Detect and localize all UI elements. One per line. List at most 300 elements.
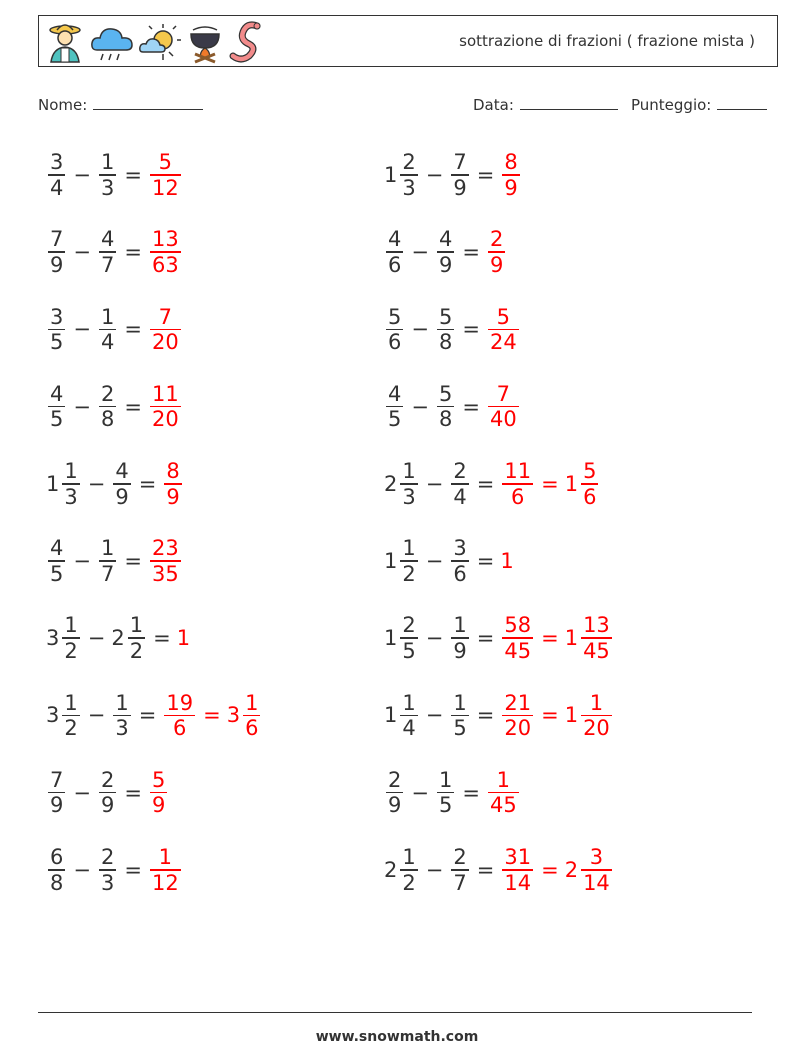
problem-item — [384, 684, 614, 746]
minus-sign: − — [411, 780, 429, 805]
answer-result-fraction — [502, 613, 533, 663]
subtrahend-denominator: 9 — [438, 252, 453, 277]
minuend-numerator: 2 — [402, 150, 416, 175]
answer-result-denominator: 9 — [489, 252, 504, 277]
equals-sign: = — [462, 394, 480, 419]
answer — [486, 305, 521, 355]
answer-result — [500, 459, 535, 509]
minuend-numerator: 6 — [50, 845, 64, 870]
minuend-denominator: 9 — [388, 793, 402, 818]
answer-result-denominator: 6 — [511, 484, 525, 509]
minuend-fraction — [400, 613, 417, 663]
equals-sign: = — [476, 549, 495, 573]
answer-result-fraction — [488, 382, 519, 432]
answer-result-denominator: 6 — [173, 716, 187, 741]
answer-result-numerator: 5 — [496, 304, 511, 329]
answer-mixed-fraction — [581, 845, 612, 895]
header-icons — [45, 20, 263, 64]
subtrahend — [435, 227, 456, 277]
answer-equals-sign: = — [541, 703, 559, 728]
answer-result-fraction — [502, 691, 533, 741]
answer-result-numerator: 8 — [166, 459, 180, 484]
answer — [500, 845, 613, 895]
problem-item — [384, 453, 600, 515]
answer — [148, 150, 183, 200]
minuend-denominator: 2 — [402, 870, 416, 895]
subtrahend — [449, 613, 470, 663]
subtrahend-fraction — [451, 845, 468, 895]
subtrahend-fraction — [128, 613, 145, 663]
minuend-denominator: 4 — [50, 175, 64, 200]
minuend — [384, 613, 420, 663]
subtrahend-denominator: 8 — [438, 407, 453, 432]
problem-item — [46, 530, 183, 592]
equals-sign: = — [476, 703, 495, 728]
minuend-denominator: 8 — [50, 870, 64, 895]
subtrahend-fraction — [437, 768, 454, 818]
answer-result-denominator: 63 — [151, 252, 179, 277]
minuend-denominator: 3 — [402, 175, 416, 200]
minuend-fraction — [400, 691, 417, 741]
answer-result-numerator: 7 — [158, 304, 173, 329]
answer-result-fraction — [488, 768, 519, 818]
subtrahend-numerator: 1 — [115, 690, 129, 715]
answer-mixed-denominator: 14 — [583, 870, 610, 895]
score-blank[interactable] — [717, 93, 767, 110]
answer-result-numerator: 5 — [158, 150, 173, 175]
minus-sign: − — [425, 626, 444, 651]
minuend — [46, 305, 67, 355]
subtrahend-denominator: 3 — [100, 175, 115, 200]
answer-equals-sign: = — [541, 857, 559, 882]
minuend-numerator: 1 — [64, 690, 78, 715]
answer-result — [500, 845, 535, 895]
subtrahend-numerator: 2 — [100, 845, 115, 870]
minuend-numerator: 2 — [402, 613, 416, 638]
minuend — [384, 845, 420, 895]
problem-item — [384, 221, 507, 283]
subtrahend-denominator: 3 — [100, 870, 115, 895]
subtrahend — [97, 150, 118, 200]
minuend-whole: 1 — [384, 549, 398, 573]
answer-result-fraction — [150, 305, 181, 355]
subtrahend-fraction — [437, 305, 454, 355]
answer-mixed-whole: 3 — [226, 703, 241, 728]
minuend — [46, 227, 67, 277]
equals-sign: = — [476, 626, 495, 651]
minuend-denominator: 5 — [402, 638, 416, 663]
problem-item — [46, 144, 183, 206]
answer-result — [148, 768, 169, 818]
answer-result-denominator: 20 — [504, 716, 532, 741]
problem-item — [384, 376, 521, 438]
minuend-whole: 1 — [384, 163, 398, 187]
minuend-fraction — [48, 845, 65, 895]
subtrahend-numerator: 4 — [438, 227, 453, 252]
minuend — [46, 536, 67, 586]
subtrahend-fraction — [451, 536, 468, 586]
equals-sign: = — [138, 471, 157, 496]
answer-result — [148, 227, 183, 277]
minuend-numerator: 4 — [388, 227, 402, 252]
minuend-fraction — [62, 459, 79, 509]
answer-result — [148, 536, 183, 586]
subtrahend — [97, 845, 118, 895]
minus-sign: − — [73, 317, 91, 342]
answer — [486, 768, 521, 818]
minuend — [384, 382, 405, 432]
answer-result-numerator: 5 — [151, 767, 166, 792]
answer-result-fraction — [150, 536, 181, 586]
minuend-denominator: 5 — [50, 407, 64, 432]
answer-result — [500, 613, 535, 663]
answer-result-fraction — [150, 150, 181, 200]
answer — [500, 459, 600, 509]
answer-result — [148, 305, 183, 355]
minus-sign: − — [425, 703, 444, 728]
answer-result — [486, 305, 521, 355]
answer-result-fraction — [164, 459, 181, 509]
subtrahend-numerator: 2 — [453, 845, 467, 870]
equals-sign: = — [124, 857, 142, 882]
answer-result-numerator: 11 — [504, 459, 532, 484]
subtrahend-fraction — [451, 459, 468, 509]
minuend-whole: 1 — [46, 471, 60, 496]
minus-sign: − — [73, 240, 91, 265]
equals-sign: = — [476, 471, 495, 496]
minuend-fraction — [400, 150, 417, 200]
equals-sign: = — [124, 394, 142, 419]
answer-result — [148, 150, 183, 200]
subtrahend-fraction — [99, 227, 116, 277]
problem-item — [384, 607, 614, 669]
answer-result-fraction — [502, 150, 519, 200]
answer-mixed-fraction — [581, 691, 612, 741]
answer-result — [162, 459, 183, 509]
subtrahend-numerator: 2 — [453, 459, 467, 484]
worksheet-title: sottrazione di frazioni ( frazione mista ) — [459, 32, 755, 50]
footer-url: www.snowmath.com — [315, 1029, 479, 1045]
subtrahend-numerator: 1 — [129, 613, 144, 638]
subtrahend — [97, 536, 118, 586]
date-label: Data: — [473, 96, 514, 114]
answer — [162, 459, 183, 509]
minus-sign: − — [411, 317, 429, 342]
answer-result — [500, 150, 521, 200]
subtrahend — [97, 382, 118, 432]
minuend-numerator: 5 — [388, 304, 402, 329]
subtrahend-fraction — [437, 382, 454, 432]
answer-result-whole: 1 — [500, 549, 514, 573]
problem-item — [46, 221, 183, 283]
header-box — [38, 15, 778, 67]
minuend — [384, 227, 405, 277]
answer-result-numerator: 21 — [504, 690, 532, 715]
name-blank[interactable] — [93, 93, 203, 110]
answer-result-whole: 1 — [176, 626, 191, 651]
answer-result — [500, 549, 514, 573]
answer — [177, 626, 191, 650]
subtrahend — [449, 691, 470, 741]
answer-result-numerator: 13 — [151, 227, 179, 252]
answer-result — [162, 691, 197, 741]
subtrahend-numerator: 4 — [115, 459, 129, 484]
problem-item — [46, 298, 183, 360]
score-field — [631, 93, 767, 114]
answer-equals-sign: = — [541, 626, 559, 651]
answer-result-fraction — [502, 845, 533, 895]
problem-item — [384, 762, 521, 824]
minuend-numerator: 2 — [388, 767, 402, 792]
answer-mixed-denominator: 20 — [583, 716, 610, 741]
subtrahend-numerator: 1 — [453, 613, 467, 638]
minuend — [384, 536, 420, 586]
subtrahend — [111, 613, 147, 663]
equals-sign: = — [124, 317, 142, 342]
answer-mixed-denominator: 6 — [245, 716, 259, 741]
answer-result-denominator: 45 — [504, 638, 532, 663]
minus-sign: − — [425, 471, 444, 496]
minuend-denominator: 2 — [402, 561, 416, 586]
equals-sign: = — [124, 163, 142, 187]
problem-item — [46, 839, 183, 901]
minuend-fraction — [386, 768, 403, 818]
subtrahend-fraction — [451, 150, 468, 200]
answer-result-denominator: 35 — [151, 561, 179, 586]
subtrahend-numerator: 5 — [438, 381, 453, 406]
subtrahend-numerator: 2 — [100, 767, 115, 792]
answer-mixed-numerator: 13 — [583, 613, 610, 638]
minus-sign: − — [425, 549, 444, 573]
minuend-whole: 1 — [384, 703, 398, 728]
minus-sign: − — [425, 857, 444, 882]
answer-result-numerator: 1 — [158, 845, 173, 870]
minuend-whole: 2 — [384, 857, 398, 882]
rain-cloud-icon — [89, 20, 135, 64]
answer — [500, 613, 613, 663]
answer-result-fraction — [150, 227, 181, 277]
answer — [162, 691, 262, 741]
subtrahend-denominator: 5 — [438, 793, 453, 818]
minuend-whole: 3 — [46, 703, 60, 728]
subtrahend-fraction — [113, 459, 130, 509]
subtrahend — [435, 305, 456, 355]
subtrahend — [449, 536, 470, 586]
minuend-numerator: 1 — [402, 690, 416, 715]
minuend-fraction — [400, 459, 417, 509]
answer-result-numerator: 19 — [166, 690, 194, 715]
answer — [148, 768, 169, 818]
problem-item — [46, 762, 169, 824]
answer-mixed-whole: 1 — [564, 626, 579, 651]
minuend-fraction — [48, 536, 65, 586]
footer-divider — [38, 1012, 752, 1013]
answer-mixed-whole: 2 — [564, 857, 579, 882]
minuend-fraction — [48, 150, 65, 200]
minuend — [384, 305, 405, 355]
minuend — [46, 459, 82, 509]
minuend-fraction — [62, 691, 79, 741]
equals-sign: = — [138, 703, 157, 728]
name-label: Nome: — [38, 96, 88, 114]
subtrahend-denominator: 8 — [438, 330, 453, 355]
answer-result-denominator: 45 — [489, 793, 517, 818]
answer — [148, 536, 183, 586]
answer-mixed-fraction — [581, 459, 598, 509]
answer-result-fraction — [488, 305, 519, 355]
answer — [148, 382, 183, 432]
minuend-fraction — [400, 536, 417, 586]
campfire-pot-icon — [187, 20, 223, 64]
subtrahend — [97, 305, 118, 355]
problem-item — [384, 298, 521, 360]
minuend-denominator: 6 — [388, 330, 402, 355]
answer-result-denominator: 24 — [489, 330, 517, 355]
minus-sign: − — [73, 780, 91, 805]
subtrahend-numerator: 3 — [453, 536, 467, 561]
minuend-numerator: 3 — [50, 304, 64, 329]
answer — [486, 227, 507, 277]
minus-sign: − — [73, 857, 91, 882]
subtrahend-fraction — [99, 150, 116, 200]
subtrahend-denominator: 8 — [100, 407, 115, 432]
answer-mixed-fraction — [243, 691, 260, 741]
answer-result — [486, 382, 521, 432]
answer-mixed-fraction — [581, 613, 612, 663]
minuend — [46, 150, 67, 200]
date-field — [473, 93, 618, 114]
minuend-denominator: 3 — [64, 484, 78, 509]
minus-sign: − — [87, 626, 106, 651]
score-label: Punteggio: — [631, 96, 712, 114]
minuend — [384, 459, 420, 509]
minus-sign: − — [73, 163, 91, 187]
answer-result-denominator: 12 — [151, 870, 179, 895]
answer-mixed-denominator: 45 — [583, 638, 610, 663]
subtrahend-fraction — [99, 536, 116, 586]
answer-mixed-numerator: 5 — [583, 459, 597, 484]
problem-item — [46, 376, 183, 438]
minuend-numerator: 4 — [50, 381, 64, 406]
minuend-numerator: 1 — [402, 536, 416, 561]
answer-result-denominator: 12 — [151, 175, 179, 200]
subtrahend-numerator: 4 — [100, 227, 115, 252]
minuend-fraction — [62, 613, 79, 663]
worm-icon — [227, 20, 263, 64]
minuend — [46, 691, 82, 741]
minuend-fraction — [386, 227, 403, 277]
answer — [500, 549, 514, 573]
answer-mixed-whole: 1 — [564, 471, 579, 496]
answer-result — [500, 691, 535, 741]
minuend-fraction — [48, 305, 65, 355]
minuend — [384, 150, 420, 200]
minus-sign: − — [411, 240, 429, 265]
minuend-whole: 1 — [384, 626, 398, 651]
answer-mixed — [565, 459, 601, 509]
name-field — [38, 93, 203, 114]
answer-mixed — [565, 613, 614, 663]
problem-item — [384, 144, 522, 206]
answer-result-denominator: 20 — [151, 330, 179, 355]
answer-result-denominator: 9 — [504, 175, 518, 200]
answer-result-fraction — [150, 768, 167, 818]
minuend-whole: 2 — [384, 471, 398, 496]
answer-result — [148, 845, 183, 895]
answer-result-numerator: 11 — [151, 381, 179, 406]
subtrahend-numerator: 7 — [453, 150, 467, 175]
minuend — [46, 768, 67, 818]
answer — [148, 227, 183, 277]
subtrahend — [449, 459, 470, 509]
minuend — [384, 768, 405, 818]
date-blank[interactable] — [520, 93, 618, 110]
subtrahend — [435, 768, 456, 818]
answer — [486, 382, 521, 432]
subtrahend-fraction — [99, 845, 116, 895]
subtrahend-denominator: 3 — [115, 716, 129, 741]
answer-result-numerator: 8 — [504, 150, 518, 175]
minus-sign: − — [411, 394, 429, 419]
answer-result-fraction — [150, 382, 181, 432]
answer-result-denominator: 40 — [489, 407, 517, 432]
subtrahend-denominator: 4 — [453, 484, 467, 509]
minuend — [46, 382, 67, 432]
subtrahend-denominator: 9 — [100, 793, 115, 818]
subtrahend-denominator: 6 — [453, 561, 467, 586]
answer-result-numerator: 1 — [496, 767, 511, 792]
equals-sign: = — [476, 857, 495, 882]
answer-mixed-numerator: 3 — [589, 845, 604, 870]
answer — [500, 691, 613, 741]
problem-item — [384, 530, 515, 592]
answer-mixed-numerator: 1 — [589, 690, 604, 715]
answer-result — [486, 768, 521, 818]
answer-result-fraction — [502, 459, 533, 509]
answer-result-denominator: 14 — [504, 870, 532, 895]
minus-sign: − — [87, 471, 106, 496]
answer-result-numerator: 7 — [496, 381, 511, 406]
minuend-denominator: 9 — [50, 252, 64, 277]
answer-mixed — [565, 845, 614, 895]
subtrahend-numerator: 1 — [453, 690, 467, 715]
subtrahend — [449, 150, 470, 200]
answer-mixed — [227, 691, 263, 741]
equals-sign: = — [153, 626, 171, 651]
minuend-denominator: 2 — [64, 716, 78, 741]
subtrahend — [111, 691, 132, 741]
subtrahend-numerator: 1 — [438, 767, 453, 792]
answer — [148, 845, 183, 895]
answer-result-numerator: 31 — [504, 845, 532, 870]
minuend-numerator: 1 — [64, 459, 78, 484]
subtrahend-denominator: 7 — [100, 561, 115, 586]
minuend-fraction — [386, 382, 403, 432]
subtrahend-fraction — [99, 768, 116, 818]
minuend-numerator: 7 — [50, 767, 64, 792]
subtrahend-whole: 2 — [111, 626, 125, 651]
sun-cloud-icon — [139, 20, 183, 64]
subtrahend-numerator: 5 — [438, 304, 453, 329]
minuend-fraction — [48, 227, 65, 277]
answer-result — [486, 227, 507, 277]
subtrahend — [435, 382, 456, 432]
minuend — [384, 691, 420, 741]
equals-sign: = — [462, 240, 480, 265]
answer-result-numerator: 23 — [151, 536, 179, 561]
answer-result — [148, 382, 183, 432]
answer-result-numerator: 2 — [489, 227, 504, 252]
